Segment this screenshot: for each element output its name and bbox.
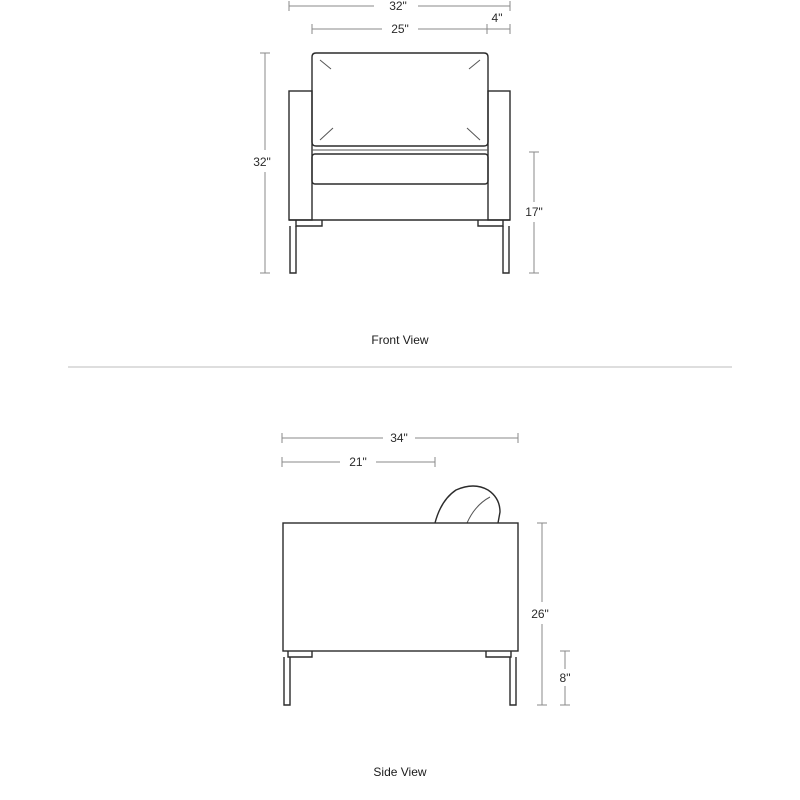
side-view	[282, 431, 570, 779]
seat-height-label: 17"	[525, 205, 543, 219]
armchair-front-drawing	[289, 53, 510, 273]
overall-height-label: 32"	[253, 155, 271, 169]
side-front-leg	[284, 657, 290, 705]
leg-height-label: 8"	[559, 671, 571, 685]
dim-seat-width	[312, 22, 487, 36]
front-view	[253, 0, 543, 347]
seat-width-label: 25"	[391, 22, 409, 36]
side-back-cushion	[435, 486, 500, 523]
right-arm	[488, 91, 510, 220]
dim-arm-width	[487, 11, 510, 34]
side-back-leg	[510, 657, 516, 705]
dim-leg-height	[560, 651, 571, 705]
front-view-caption: Front View	[371, 333, 429, 347]
side-body	[283, 523, 518, 651]
front-left-leg	[290, 226, 296, 273]
dim-overall-depth	[282, 431, 518, 445]
side-view-caption: Side View	[373, 765, 427, 779]
dim-arm-height	[531, 523, 549, 705]
seat-cushion	[312, 154, 488, 184]
dim-seat-depth	[282, 455, 435, 469]
arm-height-label: 26"	[531, 607, 549, 621]
back-cushion	[312, 53, 488, 146]
dim-overall-height	[253, 53, 271, 273]
armchair-side-drawing	[283, 486, 518, 705]
seat-depth-label: 21"	[349, 455, 367, 469]
overall-depth-label: 34"	[390, 431, 408, 445]
arm-width-label: 4"	[491, 11, 503, 25]
dim-overall-width	[289, 0, 510, 13]
left-arm	[289, 91, 312, 220]
overall-width-label: 32"	[389, 0, 407, 13]
dim-seat-height	[525, 152, 543, 273]
front-right-leg	[503, 226, 509, 273]
